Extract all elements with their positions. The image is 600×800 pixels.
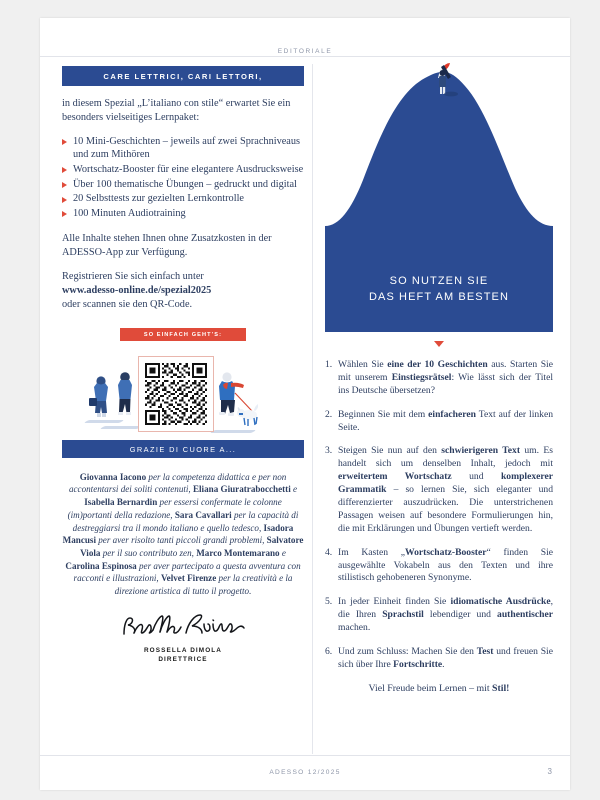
- figure-shadow: [210, 430, 257, 433]
- mountain-title-line-1: SO NUTZEN SIE: [389, 275, 489, 288]
- step-number: 1.: [325, 359, 333, 370]
- steps-list: [325, 359, 553, 672]
- credit-text: per aver partecipato a questa avventura con racconti e illustrazioni,: [73, 560, 301, 584]
- closing-line: [325, 683, 553, 696]
- magazine-page: [40, 18, 570, 790]
- feature-item: [62, 207, 304, 221]
- pedestrian-woman-icon: [88, 374, 114, 424]
- register-line-1: Registrieren Sie sich einfach unter: [62, 271, 204, 283]
- feature-item: [62, 178, 304, 192]
- intro-paragraph: in diesem Spezial „L’italiano con stile“ erwartet Sie ein besonders vielseitiges Lernpaket:: [62, 98, 291, 123]
- step-emphasis: Sprachstil: [382, 609, 424, 621]
- street-illustration: [62, 354, 304, 458]
- step-emphasis: komplexerer Grammatik: [338, 471, 554, 496]
- dog-walker-icon: [214, 368, 258, 430]
- closing-bold: Stil!: [492, 682, 510, 694]
- pedestrian-man-icon: [112, 370, 138, 426]
- step-emphasis: Fortschritte: [393, 658, 443, 670]
- step-text: , die Ihren: [338, 596, 553, 621]
- header-divider: [40, 56, 570, 57]
- step-text: lebendiger und: [423, 609, 498, 621]
- registration-paragraph: [62, 270, 304, 311]
- footer-issue: ADESSO 12/2025: [269, 769, 341, 776]
- signature-role: DIRETTRICE: [158, 655, 208, 663]
- step-number: 6.: [325, 646, 333, 658]
- credit-text: per essersi confermate le colonne (im)portanti della redazione,: [67, 497, 282, 520]
- feature-label: 10 Mini-Geschichten – jeweils auf zwei Sprachniveaus und zum Mithören: [73, 135, 301, 161]
- credit-name: Isabella Bernardin: [84, 497, 158, 508]
- feature-item: [62, 135, 304, 162]
- features-list: [62, 135, 304, 221]
- credit-name: Giovanna Iacono: [79, 471, 147, 482]
- step-emphasis: erweitertem Wortschatz: [338, 471, 452, 483]
- column-divider: [312, 64, 313, 754]
- signature-name: ROSSELLA DIMOLA: [143, 646, 223, 654]
- page-number: 3: [547, 767, 552, 776]
- figure-shadow: [100, 426, 143, 429]
- step-number: 5.: [325, 596, 333, 608]
- step-item: [325, 359, 553, 398]
- register-line-3: oder scannen sie den QR-Code.: [62, 298, 193, 310]
- mountain-title-line-2: DAS HEFT AM BESTEN: [368, 291, 509, 304]
- step-text: machen.: [338, 622, 371, 634]
- triangle-bullet-icon: [62, 139, 67, 145]
- credit-text: per aver risolto tanti piccoli grandi problemi,: [95, 535, 267, 546]
- grazie-banner: GRAZIE DI CUORE A...: [62, 440, 304, 458]
- credit-name: Carolina Espinosa: [65, 560, 137, 571]
- right-column: [325, 60, 553, 760]
- feature-item: [62, 192, 304, 206]
- step-number: 3.: [325, 445, 333, 457]
- hiker-figure-icon: [425, 61, 459, 97]
- mountain-illustration: [325, 60, 553, 332]
- step-number: 4.: [325, 546, 333, 558]
- running-head-label: EDITORIALE: [277, 48, 333, 55]
- credit-name: Salvatore Viola: [80, 535, 304, 559]
- footer-divider: [40, 755, 570, 756]
- left-column: [62, 66, 304, 756]
- step-emphasis: eine der 10 Geschichten: [387, 359, 488, 370]
- triangle-bullet-icon: [62, 211, 67, 217]
- qr-code-frame[interactable]: [138, 356, 214, 432]
- credit-text: per il suo contributo zen,: [100, 548, 197, 559]
- step-number: 2.: [325, 408, 333, 420]
- step-text: Und zum Schluss: Machen Sie den: [338, 646, 477, 658]
- step-emphasis: idiomatische Ausdrücke: [450, 596, 551, 608]
- step-text: Wählen Sie: [338, 359, 388, 370]
- step-text: Text auf der linken Seite.: [338, 408, 554, 433]
- step-emphasis: einfacheren: [428, 408, 476, 420]
- triangle-bullet-icon: [62, 167, 67, 173]
- step-item: [325, 646, 553, 672]
- closing-prefix: Viel Freude beim Lernen – mit: [368, 682, 493, 694]
- step-text: und: [451, 471, 501, 483]
- step-item: [325, 547, 553, 586]
- step-text: : Wie lässt sich der Titel ins Deutsche übersetzen?: [338, 371, 553, 396]
- credits-paragraph: [62, 471, 304, 598]
- qr-code-icon[interactable]: [145, 363, 207, 425]
- step-item: [325, 409, 553, 435]
- step-text: In jeder Einheit finden Sie: [338, 596, 451, 608]
- credit-name: Eliana Giuratrabocchetti: [192, 484, 291, 495]
- triangle-separator-icon: [434, 341, 444, 347]
- register-url[interactable]: www.adesso-online.de/spezial2025: [62, 285, 212, 297]
- step-emphasis: authentischer: [497, 609, 553, 621]
- feature-label: 20 Selbsttests zur gezielten Lernkontrolle: [73, 193, 244, 205]
- signature-block: [62, 612, 304, 663]
- step-text: – so lernen Sie, sich eleganter und differenzierter auszudrücken. Die unterstrichenen Passagen weisen auf besondere Formulierungen hin, die mit Erklärungen und Übungen vertieft werden.: [338, 484, 553, 534]
- credit-name: Sara Cavallari: [174, 509, 232, 520]
- credit-name: Isadora Mancusi: [62, 522, 294, 546]
- step-text: aus. Starten Sie mit unserem: [338, 359, 553, 383]
- credit-text: per la creatività e la direzione artistica di tutto il progetto.: [114, 573, 293, 597]
- step-text: Beginnen Sie mit dem: [338, 408, 429, 420]
- feature-label: Wortschatz-Booster für eine elegantere Ausdrucksweise: [73, 163, 304, 175]
- feature-item: [62, 163, 304, 177]
- step-text: Im Kasten „: [338, 546, 405, 558]
- credit-name: Velvet Firenze: [160, 573, 217, 584]
- step-emphasis: Einstiegsrätsel: [391, 371, 452, 383]
- step-emphasis: schwierigeren Text: [441, 445, 521, 457]
- credit-text: per la competenza didattica e per non accontentarsi dei soliti contenuti,: [68, 471, 287, 495]
- credit-text: per la capacità di destreggiarsi tra il mondo italiano e quello tedesco,: [72, 509, 299, 533]
- step-text: Steigen Sie nun auf den: [338, 445, 442, 457]
- feature-label: Über 100 thematische Übungen – gedruckt und digital: [73, 178, 297, 190]
- credit-text: e: [279, 548, 286, 559]
- step-text: .: [442, 658, 445, 670]
- step-text: “ finden Sie ausgewählte Vokabeln aus den Texten und ihre stilistisch gehobeneren Synonyme.: [338, 546, 553, 584]
- triangle-bullet-icon: [62, 182, 67, 188]
- step-item: [325, 596, 553, 635]
- handwritten-signature-icon: [118, 612, 248, 640]
- so-einfach-banner: SO EINFACH GEHT’S:: [120, 328, 246, 341]
- mountain-title: [325, 274, 553, 306]
- step-emphasis: Test: [476, 646, 494, 658]
- step-emphasis: Wortschatz-Booster: [405, 546, 487, 558]
- step-item: [325, 445, 553, 535]
- page-footer: [40, 769, 570, 776]
- availability-paragraph: Alle Inhalte stehen Ihnen ohne Zusatzkosten in der ADESSO-App zur Verfügung.: [62, 232, 272, 258]
- credit-name: Marco Montemarano: [196, 548, 280, 559]
- credit-text: e: [290, 484, 298, 495]
- step-text: und freuen Sie sich über Ihre: [338, 646, 553, 670]
- feature-label: 100 Minuten Audiotraining: [73, 208, 186, 220]
- headline-banner: CARE LETTRICI, CARI LETTORI,: [62, 66, 304, 86]
- triangle-bullet-icon: [62, 197, 67, 203]
- step-text: um. Es handelt sich um denselben Inhalt, jedoch mit: [338, 445, 553, 470]
